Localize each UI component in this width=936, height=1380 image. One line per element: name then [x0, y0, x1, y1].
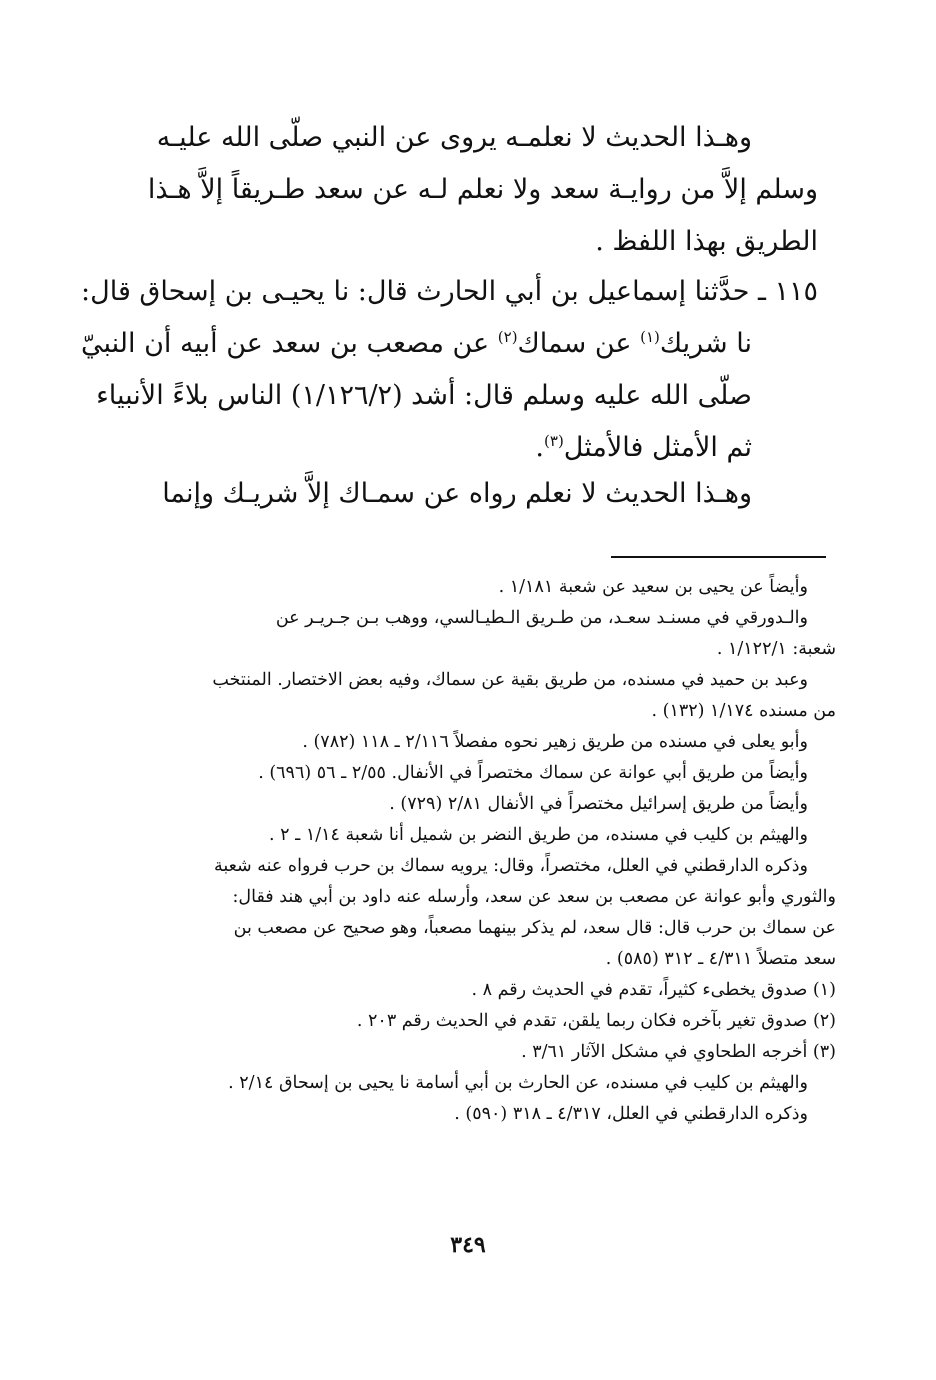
- text-line: [80, 318, 818, 370]
- text-line: صلّى الله عليه وسلم قال: أشد (١/١٢٦/٢) الناس بلاءً الأنبياء: [96, 380, 752, 411]
- footnote-line: شعبة: ١/١٢٢/١ .: [716, 639, 836, 659]
- footnote-line: والهيثم بن كليب في مسنده، عن الحارث بن أبي أسامة نا يحيى بن إسحاق ٢/١٤ .: [228, 1073, 808, 1093]
- text-line: وهـذا الحديث لا نعلمـه يروى عن النبي صلّى الله عليـه: [156, 122, 752, 153]
- footnote-line: وأيضاً من طريق إسرائيل مختصراً في الأنفال ٢/٨١ (٧٢٩) .: [389, 794, 808, 814]
- text-line: الطريق بهذا اللفظ .: [595, 226, 818, 257]
- text-line: [118, 422, 818, 474]
- footnote-line: وأيضاً عن يحيى بن سعيد عن شعبة ١/١٨١ .: [498, 577, 808, 597]
- narrator-simak: عن سماك: [517, 328, 641, 359]
- paragraph-commentary-2: [118, 468, 818, 520]
- hadith-115: [80, 266, 818, 474]
- footnote-line: والثوري وأبو عوانة عن مصعب بن سعد عن سعد، وأرسله عنه داود بن أبي هند فقال:: [232, 887, 836, 907]
- footnote-line: عن سماك بن حرب قال: قال سعد، لم يذكر بينهما مصعباً، وهو صحيح عن مصعب بن: [233, 918, 836, 938]
- footnote-line: سعد متصلاً ٤/٣١١ ـ ٣١٢ (٥٨٥) .: [605, 949, 836, 969]
- text-line: وسلم إلاَّ من روايـة سعد ولا نعلم لـه عن سعد طـريقاً إلاَّ هـذا: [147, 174, 818, 205]
- footnote-2: (٢) صدوق تغير بآخره فكان ربما يلقن، تقدم في الحديث رقم ٢٠٣ .: [356, 1011, 836, 1031]
- footnote-line: والهيثم بن كليب في مسنده، من طريق النضر بن شميل أنا شعبة ١/١٤ ـ ٢ .: [269, 825, 808, 845]
- footnote-3: (٣) أخرجه الطحاوي في مشكل الآثار ٣/٦١ .: [521, 1042, 836, 1062]
- footnote-line: وعبد بن حميد في مسنده، من طريق بقية عن سماك، وفيه بعض الاختصار. المنتخب: [212, 670, 808, 690]
- page-number: ٣٤٩: [450, 1232, 486, 1258]
- chain-text: عن مصعب بن سعد عن أبيه أن النبيّ: [80, 328, 498, 359]
- period: .: [535, 432, 545, 463]
- footnote-line: وأيضاً من طريق أبي عوانة عن سماك مختصراً في الأنفال. ٢/٥٥ ـ ٥٦ (٦٩٦) .: [258, 763, 808, 783]
- footnote-line: وذكره الدارقطني في العلل، مختصراً، وقال: يرويه سماك بن حرب فرواه عنه شعبة: [213, 856, 808, 876]
- text-line: وهـذا الحديث لا نعلم رواه عن سمـاك إلاَّ شريـك وإنما: [162, 478, 752, 509]
- footnote-line: والـدورقي في مسنـد سعـد، من طـريق الـطيـالسي، ووهب بـن جـريـر عن: [275, 608, 808, 628]
- footnote-line: وأبو يعلى في مسنده من طريق زهير نحوه مفصلاً ٢/١١٦ ـ ١١٨ (٧٨٢) .: [302, 732, 808, 752]
- footnote-line: وذكره الدارقطني في العلل، ٤/٣١٧ ـ ٣١٨ (٥٩٠) .: [454, 1104, 808, 1124]
- narrator-sharik: نا شريك: [659, 328, 752, 359]
- footnotes-section: [101, 572, 836, 1130]
- footnote-divider: [611, 556, 826, 558]
- hadith-first-line: ١١٥ ـ حدَّثنا إسماعيل بن أبي الحارث قال: نا يحيـى بن إسحاق قال:: [81, 276, 818, 307]
- matn-end: ثم الأمثل فالأمثل: [563, 432, 752, 463]
- footnote-ref-1[interactable]: (١): [640, 328, 660, 346]
- footnote-line: من مسنده ١/١٧٤ (١٣٢) .: [651, 701, 836, 721]
- footnote-1: (١) صدوق يخطىء كثيراً، تقدم في الحديث رقم ٨ .: [471, 980, 836, 1000]
- paragraph-commentary-1: [118, 112, 818, 268]
- footnote-ref-2[interactable]: (٢): [497, 328, 518, 346]
- footnote-ref-3[interactable]: (٣): [544, 432, 564, 450]
